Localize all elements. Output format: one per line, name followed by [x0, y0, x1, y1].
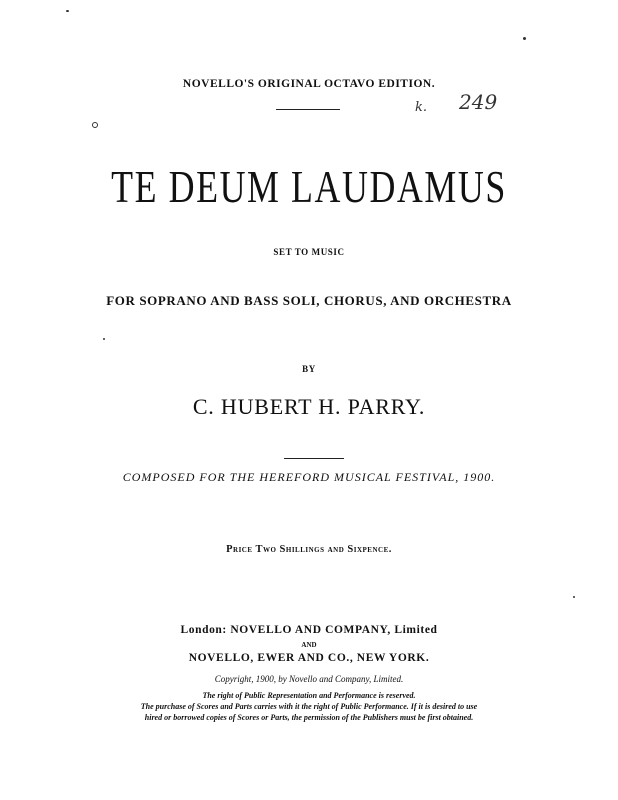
- handwritten-note: [415, 90, 498, 115]
- paper-speck: [92, 122, 98, 128]
- by-line: BY: [302, 364, 316, 374]
- publisher-new-york: NOVELLO, EWER AND CO., NEW YORK.: [188, 652, 430, 664]
- divider-top: [276, 109, 340, 110]
- copyright-line: Copyright, 1900, by Novello and Company, Limited.: [214, 674, 404, 684]
- publisher-london: London: NOVELLO AND COMPANY, Limited: [180, 624, 438, 636]
- handwritten-number: 249: [459, 90, 498, 114]
- rights-line-1: The right of Public Representation and Performance is reserved.: [202, 691, 416, 700]
- occasion-line: [0, 470, 618, 485]
- price-line: Price Two Shillings and Sixpence.: [226, 544, 392, 555]
- divider-middle: [284, 458, 344, 459]
- paper-speck: [66, 10, 69, 12]
- edition-line: NOVELLO'S ORIGINAL OCTAVO EDITION.: [182, 78, 436, 90]
- occasion-year: 1900.: [463, 470, 496, 484]
- composer-name: C. HUBERT H. PARRY.: [192, 394, 426, 419]
- publisher-and: AND: [301, 641, 317, 649]
- paper-speck: [573, 596, 575, 598]
- work-title: TE DEUM LAUDAMUS: [111, 161, 507, 212]
- paper-speck: [103, 338, 105, 340]
- scoring-line: FOR SOPRANO AND BASS SOLI, CHORUS, AND ORCHESTRA: [106, 293, 512, 308]
- rights-line-2: The purchase of Scores and Parts carries with it the right of Public Performance. If it is desired to use: [140, 702, 478, 711]
- occasion-text: COMPOSED FOR THE HEREFORD MUSICAL FESTIVAL,: [122, 470, 460, 484]
- handwritten-mark: k.: [415, 100, 428, 115]
- rights-line-3: hired or borrowed copies of Scores or Parts, the permission of the Publishers must be first obtained.: [144, 713, 474, 722]
- paper-speck: [523, 37, 526, 40]
- set-to-music: SET TO MUSIC: [273, 247, 345, 257]
